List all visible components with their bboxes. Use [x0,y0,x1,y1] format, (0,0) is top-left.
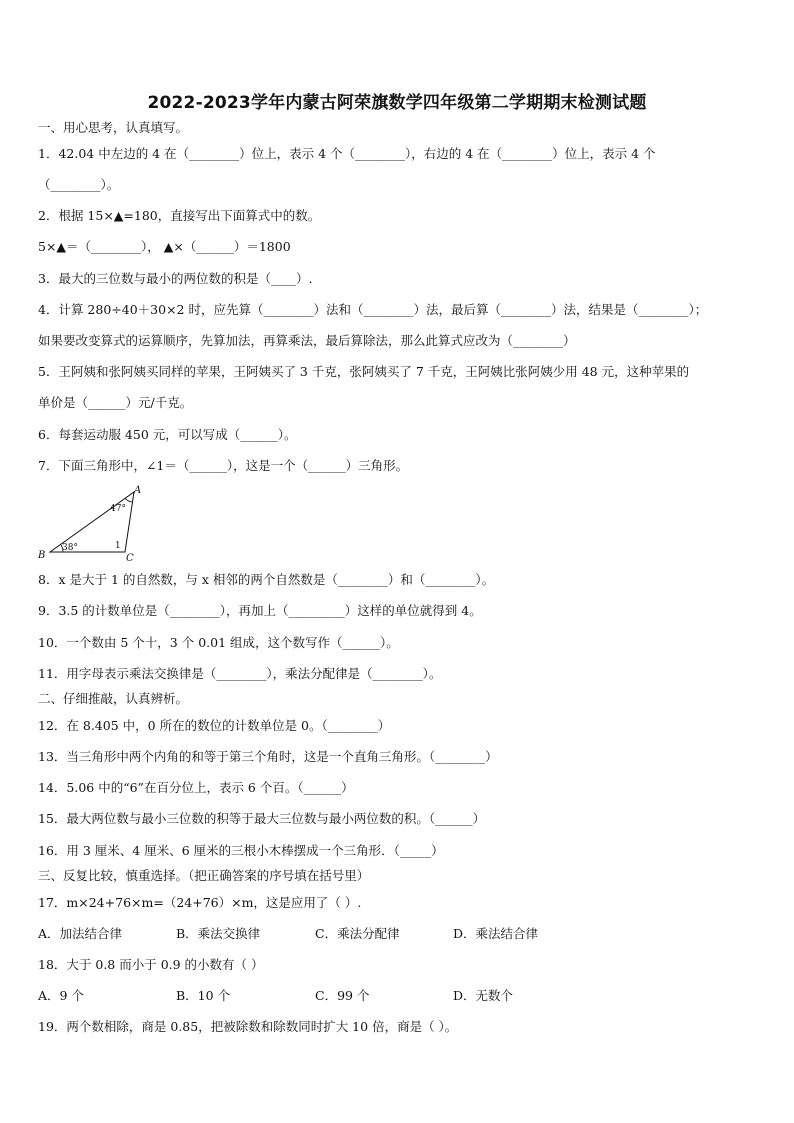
option-17-d: D．乘法结合律 [453,926,539,941]
exam-title: 2022-2023学年内蒙古阿荣旗数学四年级第二学期期末检测试题 [147,93,647,113]
question-11: 11．用字母表示乘法交换律是（________），乘法分配律是（________）。 [38,666,442,681]
question-1-cont: （________）。 [38,177,120,192]
option-18-c: C．99 个 [315,988,370,1003]
angle-a-label: 47° [110,504,126,514]
question-7: 7．下面三角形中，∠1＝（______），这是一个（______）三角形。 [38,458,409,473]
question-9: 9．3.5 的计数单位是（________），再加上（_________）这样的单位就得到 4。 [38,603,482,618]
question-16: 16．用 3 厘米、4 厘米、6 厘米的三根小木棒摆成一个三角形．（_____） [38,843,444,858]
question-1: 1．42.04 中左边的 4 在（________）位上，表示 4 个（________），右边的 4 在（________）位上，表示 4 个 [38,146,656,161]
question-19: 19．两个数相除，商是 0.85，把被除数和除数同时扩大 10 倍，商是（ ）。 [38,1019,458,1034]
question-5: 5．王阿姨和张阿姨买同样的苹果，王阿姨买了 3 千克，张阿姨买了 7 千克，王阿姨比张阿姨少用 48 元，这种苹果的 [38,364,690,379]
question-8: 8．x 是大于 1 的自然数，与 x 相邻的两个自然数是（________）和（________）。 [38,572,495,587]
question-10: 10．一个数由 5 个十，3 个 0.01 组成，这个数写作（______）。 [38,635,399,650]
question-17-options [38,925,760,943]
option-18-b: B．10 个 [176,988,231,1003]
question-2-cont: 5×▲＝（________）， ▲×（______）＝1800 [38,239,291,254]
section-heading-2: 二、仔细推敲，认真辨析。 [38,691,189,706]
question-2: 2．根据 15×▲=180，直接写出下面算式中的数。 [38,208,321,223]
question-13: 13．当三角形中两个内角的和等于第三个角时，这是一个直角三角形。（________） [38,749,498,764]
section-heading-1: 一、用心思考，认真填写。 [38,120,189,135]
angle-a-arc [125,498,132,502]
option-18-a: A．9 个 [38,988,84,1003]
angle-1-label: 1 [115,541,121,551]
option-18-d: D．无数个 [453,988,514,1003]
question-14: 14．5.06 中的“6”在百分位上，表示 6 个百。（______） [38,780,354,795]
question-15: 15．最大两位数与最小三位数的积等于最大三位数与最小两位数的积。（______） [38,811,486,826]
question-18: 18．大于 0.8 而小于 0.9 的小数有（ ） [38,957,264,972]
question-6: 6．每套运动服 450 元，可以写成（______）。 [38,427,297,442]
question-4: 4．计算 280÷40＋30×2 时，应先算（________）法和（________）法，最后算（________）法，结果是（________）； [38,302,708,317]
question-5-cont: 单价是（______）元/千克。 [38,395,193,410]
question-12: 12．在 8.405 中，0 所在的数位的计数单位是 0。（________） [38,718,391,733]
vertex-c-label: C [126,553,134,562]
angle-b-label: 38° [62,543,78,553]
question-3: 3．最大的三位数与最小的两位数的积是（____）. [38,271,313,286]
option-17-a: A．加法结合律 [38,926,123,941]
option-17-c: C．乘法分配律 [315,926,400,941]
vertex-a-label: A [134,485,142,496]
option-17-b: B．乘法交换律 [176,926,261,941]
section-heading-3: 三、反复比较，慎重选择。（把正确答案的序号填在括号里） [38,868,370,883]
triangle-figure [36,482,146,562]
question-17: 17．m×24+76×m=（24+76）×m，这是应用了（ ）. [38,895,362,910]
question-4-cont: 如果要改变算式的运算顺序，先算加法，再算乘法，最后算除法，那么此算式应改为（________） [38,333,576,348]
vertex-b-label: B [38,550,46,561]
question-18-options [38,987,760,1005]
